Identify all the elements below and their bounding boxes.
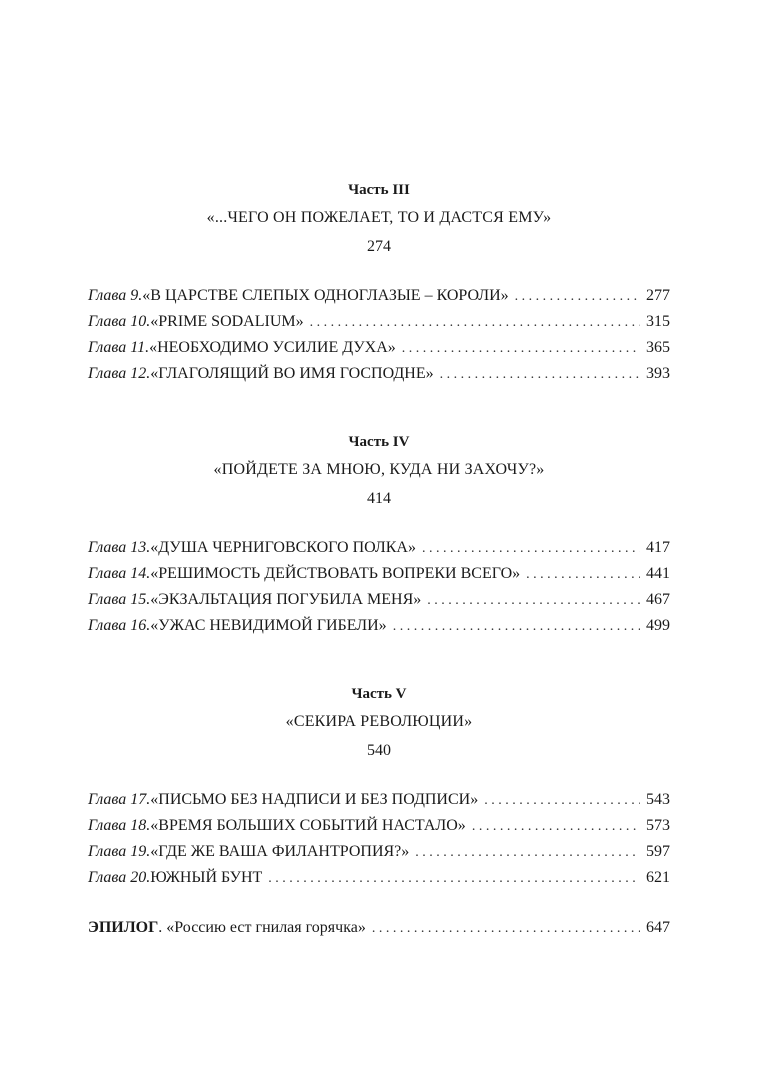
chapter-page-number: 621 [646, 869, 670, 886]
dot-leader [427, 588, 640, 614]
dot-leader [310, 310, 640, 336]
toc-entry[interactable] [88, 865, 670, 891]
chapter-label: Глава 10. [88, 313, 151, 330]
part-header [88, 180, 670, 258]
chapter-title: «PRIME SODALIUM» [150, 313, 304, 330]
chapter-label: Глава 9. [88, 287, 143, 304]
chapter-label: Глава 16. [88, 617, 151, 634]
chapter-label: Глава 20. [88, 869, 151, 886]
part-header [88, 684, 670, 762]
part-number: Часть III [348, 182, 410, 198]
toc-entry[interactable] [88, 613, 670, 639]
toc-entry[interactable] [88, 283, 670, 309]
chapter-title: «ГДЕ ЖЕ ВАША ФИЛАНТРОПИЯ?» [150, 843, 410, 860]
chapter-page-number: 597 [646, 843, 670, 860]
chapter-label: Глава 17. [88, 791, 151, 808]
dot-leader [372, 916, 640, 942]
part-header [88, 432, 670, 510]
chapter-title: «ПИСЬМО БЕЗ НАДПИСИ И БЕЗ ПОДПИСИ» [150, 791, 479, 808]
part-number: Часть IV [348, 434, 410, 450]
dot-leader [440, 362, 640, 388]
chapter-page-number: 467 [646, 591, 670, 608]
chapter-label: Глава 14. [88, 565, 151, 582]
toc-entry[interactable] [88, 561, 670, 587]
chapter-label: Глава 11. [88, 339, 150, 356]
chapter-title: «ЭКЗАЛЬТАЦИЯ ПОГУБИЛА МЕНЯ» [150, 591, 422, 608]
chapter-title: «ВРЕМЯ БОЛЬШИХ СОБЫТИЙ НАСТАЛО» [150, 817, 466, 834]
toc-entry[interactable] [88, 535, 670, 561]
chapter-list [88, 535, 670, 639]
toc-entry[interactable] [88, 587, 670, 613]
part-title: «СЕКИРА РЕВОЛЮЦИИ» [285, 713, 473, 730]
chapter-title: «ДУША ЧЕРНИГОВСКОГО ПОЛКА» [150, 539, 416, 556]
dot-leader [526, 562, 640, 588]
toc-entry[interactable] [88, 839, 670, 865]
chapter-page-number: 393 [646, 365, 670, 382]
chapter-label: Глава 15. [88, 591, 151, 608]
toc-entry[interactable] [88, 335, 670, 361]
dot-leader [402, 336, 640, 362]
chapter-title: «УЖАС НЕВИДИМОЙ ГИБЕЛИ» [150, 617, 387, 634]
dot-leader [393, 614, 640, 640]
chapter-label: Глава 13. [88, 539, 151, 556]
part-page-number: 414 [367, 490, 391, 507]
chapter-list [88, 283, 670, 387]
toc-entry[interactable] [88, 309, 670, 335]
dot-leader [268, 866, 640, 892]
chapter-page-number: 499 [646, 617, 670, 634]
chapter-label: Глава 18. [88, 817, 151, 834]
chapter-title: «ГЛАГОЛЯЩИЙ ВО ИМЯ ГОСПОДНЕ» [150, 365, 434, 382]
part-page-number: 540 [367, 742, 391, 759]
part-title: «ПОЙДЕТЕ ЗА МНОЮ, КУДА НИ ЗАХОЧУ?» [213, 461, 545, 478]
chapter-page-number: 315 [646, 313, 670, 330]
dot-leader [422, 536, 640, 562]
chapter-page-number: 543 [646, 791, 670, 808]
chapter-title: «В ЦАРСТВЕ СЛЕПЫХ ОДНОГЛАЗЫЕ – КОРОЛИ» [142, 287, 509, 304]
epilogue-list [88, 915, 670, 941]
chapter-label: Глава 12. [88, 365, 151, 382]
part-number: Часть V [351, 686, 407, 702]
toc-entry[interactable] [88, 361, 670, 387]
epilogue-page-number: 647 [646, 919, 670, 936]
chapter-page-number: 277 [646, 287, 670, 304]
chapter-title: «НЕОБХОДИМО УСИЛИЕ ДУХА» [149, 339, 396, 356]
dot-leader [484, 788, 640, 814]
toc-entry[interactable] [88, 813, 670, 839]
chapter-title: «РЕШИМОСТЬ ДЕЙСТВОВАТЬ ВОПРЕКИ ВСЕГО» [150, 565, 521, 582]
chapter-page-number: 573 [646, 817, 670, 834]
part-page-number: 274 [367, 238, 391, 255]
dot-leader [515, 284, 640, 310]
dot-leader [415, 840, 640, 866]
toc-entry[interactable] [88, 787, 670, 813]
epilogue-entry[interactable] [88, 915, 670, 941]
chapter-list [88, 787, 670, 891]
chapter-page-number: 417 [646, 539, 670, 556]
chapter-page-number: 441 [646, 565, 670, 582]
chapter-title: ЮЖНЫЙ БУНТ [150, 869, 263, 886]
chapter-page-number: 365 [646, 339, 670, 356]
chapter-label: Глава 19. [88, 843, 151, 860]
epilogue-label: ЭПИЛОГ [88, 919, 159, 936]
epilogue-title: . «Россию ест гнилая горячка» [158, 919, 366, 936]
part-title: «...ЧЕГО ОН ПОЖЕЛАЕТ, ТО И ДАСТСЯ ЕМУ» [206, 209, 552, 226]
dot-leader [472, 814, 640, 840]
toc-page [88, 0, 670, 1080]
